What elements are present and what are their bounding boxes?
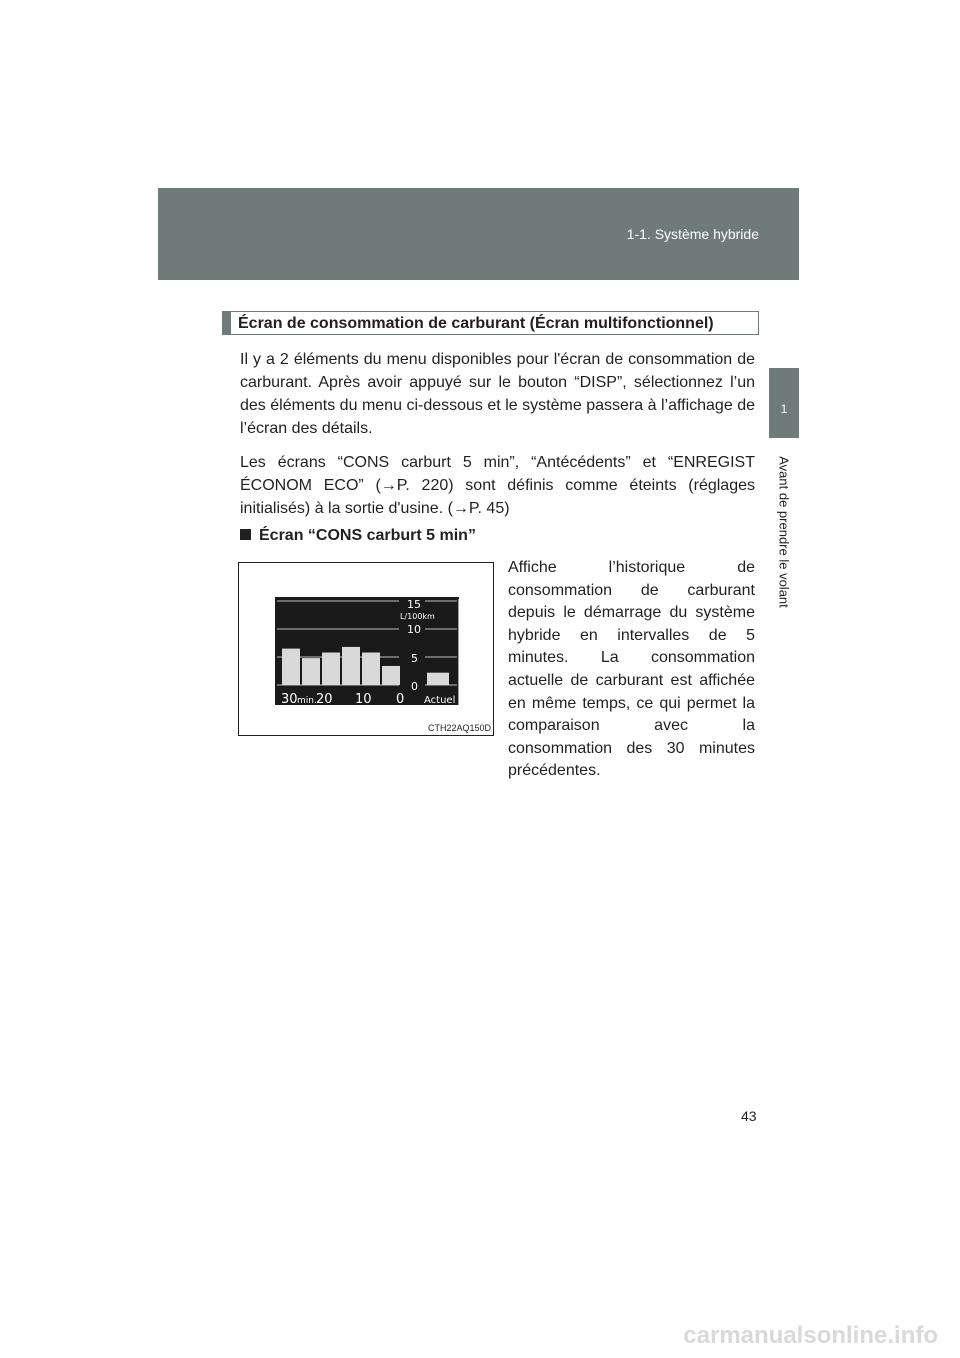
- bar-15: [342, 647, 360, 685]
- bar-5: [382, 666, 400, 685]
- square-bullet-icon: [240, 529, 251, 540]
- x-label-10: 10: [355, 692, 372, 707]
- y-label-10: 10: [407, 623, 421, 636]
- watermark: carmanualsonline.info: [683, 1322, 938, 1349]
- header-band: [158, 188, 799, 280]
- chapter-title: Avant de prendre le volant: [776, 456, 792, 608]
- unit-label: L/100km: [400, 612, 435, 621]
- defaults-paragraph: Les écrans “CONS carburt 5 min”, “Antécédents” et “ENREGIST ÉCONOM ECO” (→P. 220) sont définis comme éteints (réglages initialisés) à la sortie d'usine. (→P. 45): [240, 454, 755, 517]
- figure-code: CTH22AQ150D: [427, 723, 491, 733]
- section-heading-bar: [223, 312, 231, 334]
- header-section-title: 1-1. Système hybride: [626, 226, 759, 242]
- bar-Actuel: [427, 673, 449, 685]
- x-label-30: 30: [281, 692, 298, 707]
- y-label-5: 5: [411, 652, 418, 665]
- bar-10: [362, 653, 380, 685]
- chapter-tab: [769, 368, 799, 438]
- x-label-current: Actuel: [424, 695, 456, 706]
- fuel-consumption-chart: [239, 563, 493, 735]
- subsection-heading-text: Écran “CONS carburt 5 min”: [259, 527, 476, 544]
- intro-paragraph: Il y a 2 éléments du menu disponibles pour l'écran de consommation de carburant. Après avoir appuyé sur le bouton “DISP”, sélectionnez l’un des éléments du menu ci-dessous et le système passera à l’affichage de l’écran des détails.: [240, 351, 755, 437]
- bar-20: [322, 653, 340, 685]
- bar-25: [302, 658, 320, 685]
- section-heading: Écran de consommation de carburant (Écran multifonctionnel): [238, 315, 714, 332]
- bar-30: [282, 649, 300, 685]
- chapter-number: 1: [780, 402, 788, 416]
- y-label-15: 15: [407, 598, 421, 611]
- subsection-heading: [240, 527, 476, 545]
- description-paragraph: Affiche l’historique de consommation de carburant depuis le démarrage du système hybride en intervalles de 5 minutes. La consommation actuelle de carburant est affichée en même temps, ce qui permet la comparaison avec la consommation des 30 minutes précédentes.: [508, 559, 755, 780]
- x-label-20: 20: [316, 692, 333, 707]
- x-label-0: 0: [396, 692, 405, 707]
- page-number: 43: [741, 1108, 757, 1124]
- x-label-min: min.: [297, 696, 317, 706]
- section-heading-box: [222, 311, 759, 335]
- fuel-screen-figure: [238, 562, 494, 736]
- y-label-0: 0: [411, 680, 418, 693]
